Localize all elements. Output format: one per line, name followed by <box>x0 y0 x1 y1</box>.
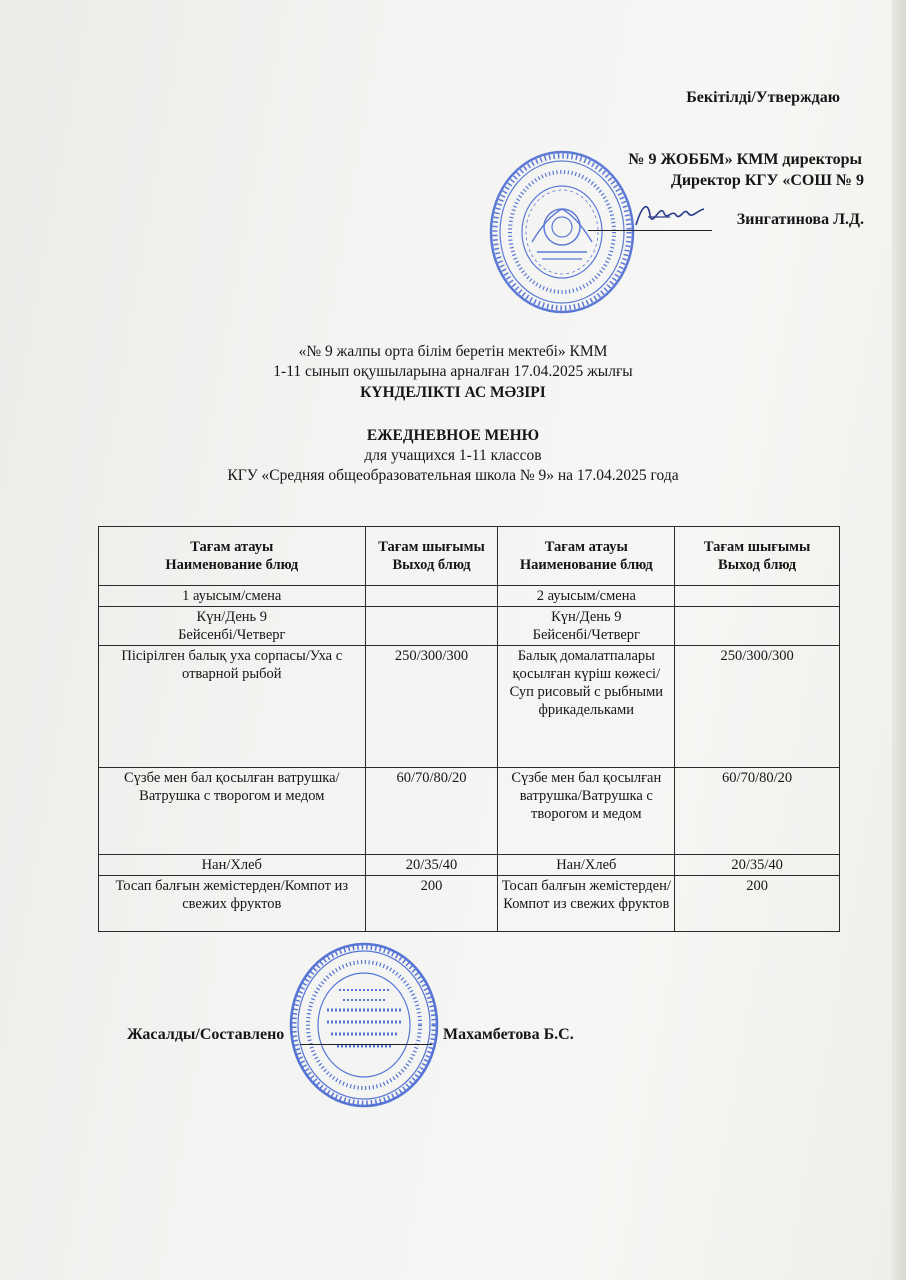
header-dish-name: Тағам атауы Наименование блюд <box>99 527 366 586</box>
director-name: Зингатинова Л.Д. <box>736 211 864 228</box>
classes-kz: 1-11 сынып оқушыларына арналған 17.04.2025 жылғы <box>273 363 633 380</box>
header-dish-name: Тағам атауы Наименование блюд <box>498 527 675 586</box>
director-stamp <box>487 147 637 317</box>
shift-1-label: 1 ауысым/смена <box>99 586 366 607</box>
dish-shift-2: Сүзбе мен бал қосылған ватрушка/Ватрушка с творогом и медом <box>498 768 675 855</box>
day-label-shift-1: Күн/День 9 Бейсенбі/Четверг <box>99 607 366 646</box>
table-row <box>99 855 840 876</box>
portion-shift-2: 250/300/300 <box>675 646 840 768</box>
dish-shift-2: Нан/Хлеб <box>498 855 675 876</box>
dish-shift-1: Сүзбе мен бал қосылған ватрушка/Ватрушка с творогом и медом <box>99 768 366 855</box>
table-row <box>99 768 840 855</box>
page-edge <box>892 0 906 1280</box>
empty-cell <box>675 586 840 607</box>
menu-table <box>98 526 840 932</box>
portion-shift-2: 20/35/40 <box>675 855 840 876</box>
empty-cell <box>675 607 840 646</box>
composed-by-label: Жасалды/Составлено <box>127 1026 285 1043</box>
menu-title-ru: ЕЖЕДНЕВНОЕ МЕНЮ <box>366 427 540 444</box>
school-name-kz: «№ 9 жалпы орта білім беретін мектебі» КММ <box>298 343 608 360</box>
dish-shift-2: Балық домалатпалары қосылған күріш көжесі/Суп рисовый с рыбными фрикадельками <box>498 646 675 768</box>
approval-title: Бекітілді/Утверждаю <box>686 89 840 106</box>
table-row <box>99 876 840 932</box>
portion-shift-2: 200 <box>675 876 840 932</box>
dish-shift-2: Тосап балғын жемістерден/Компот из свежих фруктов <box>498 876 675 932</box>
dish-shift-1: Тосап балғын жемістерден/Компот из свежих фруктов <box>99 876 366 932</box>
portion-shift-1: 20/35/40 <box>365 855 498 876</box>
shift-2-label: 2 ауысым/смена <box>498 586 675 607</box>
header-portion: Тағам шығымы Выход блюд <box>365 527 498 586</box>
director-title-ru: Директор КГУ «СОШ № 9 <box>670 172 864 189</box>
dish-shift-1: Нан/Хлеб <box>99 855 366 876</box>
day-row <box>99 607 840 646</box>
portion-shift-2: 60/70/80/20 <box>675 768 840 855</box>
director-title-kz: № 9 ЖОББМ» КММ директоры <box>628 151 862 168</box>
header-portion: Тағам шығымы Выход блюд <box>675 527 840 586</box>
empty-cell <box>365 607 498 646</box>
school-stamp <box>287 940 441 1110</box>
portion-shift-1: 200 <box>365 876 498 932</box>
composer-signature-line <box>300 1044 432 1045</box>
shift-row <box>99 586 840 607</box>
menu-title-kz: КҮНДЕЛІКТІ АС МӘЗІРІ <box>360 384 546 401</box>
school-name-ru: КГУ «Средняя общеобразовательная школа № 9» на 17.04.2025 года <box>227 467 679 484</box>
director-signature-line <box>588 230 712 231</box>
table-header-row <box>99 527 840 586</box>
composer-name: Махамбетова Б.С. <box>443 1026 574 1043</box>
day-label-shift-2: Күн/День 9 Бейсенбі/Четверг <box>498 607 675 646</box>
classes-ru: для учащихся 1-11 классов <box>364 447 542 464</box>
dish-shift-1: Пісірілген балық уха сорпасы/Уха с отварной рыбой <box>99 646 366 768</box>
table-row <box>99 646 840 768</box>
portion-shift-1: 250/300/300 <box>365 646 498 768</box>
portion-shift-1: 60/70/80/20 <box>365 768 498 855</box>
director-signature <box>630 195 710 235</box>
empty-cell <box>365 586 498 607</box>
